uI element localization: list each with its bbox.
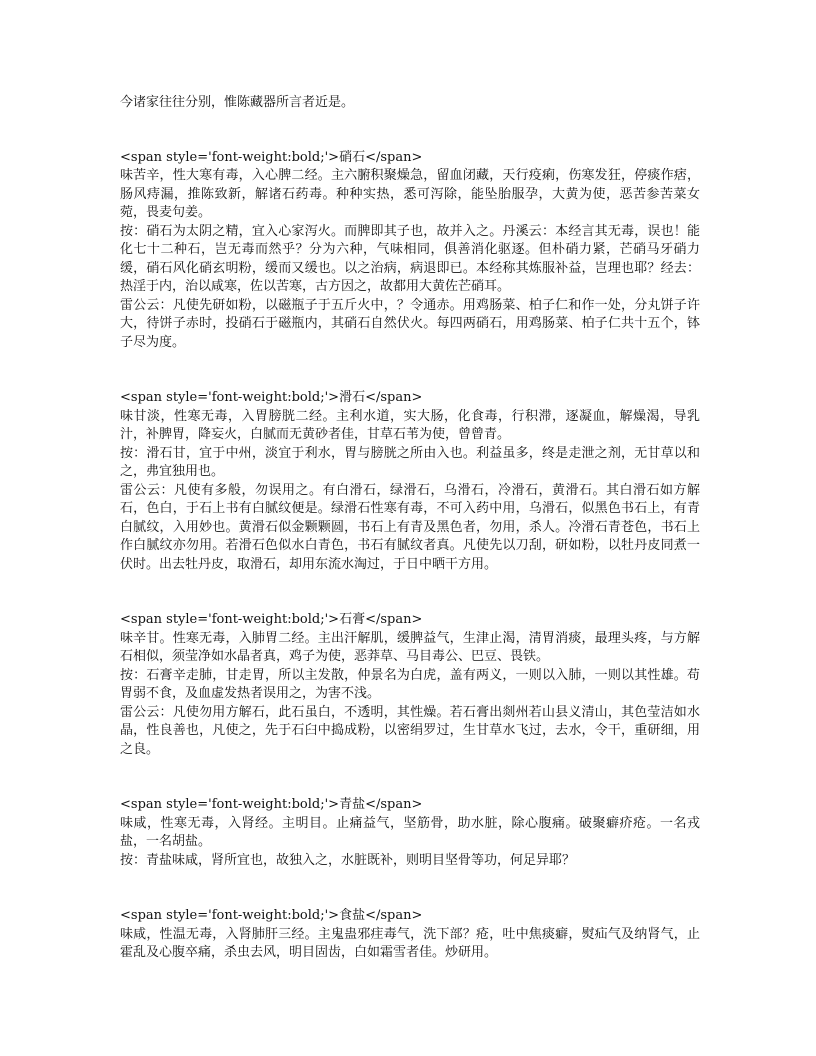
- entry-paragraph: 雷公云：凡使先研如粉，以磁瓶子于五斤火中，？令通赤。用鸡肠菜、柏子仁和作一处，分丸饼子许大，待饼子赤时，投硝石于磁瓶内，其硝石自然伏火。每四两硝石，用鸡肠菜、柏子仁共十五个，钵子尽为度。: [120, 297, 700, 350]
- entry-paragraph: 按：滑石甘，宜于中州，淡宜于利水，胃与膀胱之所由入也。利益虽多，终是走泄之剂，无甘草以和之，弗宜独用也。: [120, 445, 700, 479]
- entry-paragraph: 按：石膏辛走肺，甘走胃，所以主发散，仲景名为白虎，盖有两义，一则以入肺，一则以其性雄。苟胃弱不食，及血虚发热者误用之，为害不浅。: [120, 667, 700, 701]
- entry-shigao: [120, 611, 700, 759]
- entry-paragraph: 味苦辛，性大寒有毒，入心脾二经。主六腑积聚燥急，留血闭藏，天行疫痢，伤寒发狂，停痰作痞，肠风痔漏，推陈致新，解诸石药毒。种种实热，悉可泻除，能坠胎服孕，大黄为使，恶苦参苦菜女菀，畏麦句姜。: [120, 168, 700, 220]
- document-page: [120, 94, 700, 1000]
- entry-heading: <span style='font-weight:bold;'>硝石</span>: [120, 149, 423, 165]
- entry-paragraph: 味咸，性温无毒，入肾肺肝三经。主鬼蛊邪疰毒气，洗下部？疮，吐中焦痰癖，熨疝气及纳肾气，止霍乱及心腹卒痛，杀虫去风，明目固齿，白如霜雪者佳。炒研用。: [120, 926, 700, 960]
- entry-heading: <span style='font-weight:bold;'>滑石</span>: [120, 390, 423, 405]
- entries: [120, 149, 700, 963]
- entry-xiaoshi: [120, 149, 700, 353]
- entry-paragraph: 雷公云：凡使勿用方解石，此石虽白，不透明，其性燥。若石膏出剡州若山县义清山，其色莹洁如水晶，性良善也，凡使之，先于石臼中捣成粉，以密绢罗过，生甘草水飞过，去水，令干，重研细，用之良。: [120, 704, 700, 757]
- entry-qingyan: [120, 796, 700, 870]
- entry-heading: <span style='font-weight:bold;'>青盐</span>: [120, 797, 423, 812]
- entry-paragraph: 按：硝石为太阴之精，宜入心家泻火。而脾即其子也，故并入之。丹溪云：本经言其无毒，误也！能化七十二种石，岂无毒而然乎？分为六种，气味相同，俱善消化驱逐。但朴硝力紧，芒硝马牙硝力缓，硝石风化硝玄明粉，缓而又缓也。以之治病，病退即已。本经称其炼服补益，岂理也耶？经去：热淫于内，治以咸寒，佐以苦寒，古方因之，故都用大黄佐芒硝耳。: [120, 223, 700, 294]
- entry-paragraph: 按：青盐味咸，肾所宜也，故独入之，水脏既补，则明目坚骨等功，何足异耶？: [120, 852, 576, 868]
- entry-paragraph: 味咸，性寒无毒，入肾经。主明目。止痛益气，坚筋骨，助水脏，除心腹痛。破聚癖疥疮。一名戎盐，一名胡盐。: [120, 815, 700, 849]
- entry-paragraph: 味辛甘。性寒无毒，入肺胃二经。主出汗解肌，缓脾益气，生津止渴，清胃消痰，最理头疼，与方解石相似，须莹净如水晶者真，鸡子为使，恶莽草、马目毒公、巴豆、畏铁。: [120, 630, 700, 664]
- intro-line: 今诸家往往分别，惟陈藏器所言者近是。: [120, 95, 355, 110]
- entry-heading: <span style='font-weight:bold;'>石膏</span>: [120, 612, 423, 627]
- entry-shiyan: [120, 907, 700, 963]
- entry-huashi: [120, 389, 700, 574]
- entry-paragraph: 雷公云：凡使有多般，勿误用之。有白滑石，绿滑石，乌滑石，冷滑石，黄滑石。其白滑石如方解石，色白，于石上书有白腻纹便是。绿滑石性寒有毒，不可入药中用，乌滑石，似黑色书石上，有青白腻纹，入用妙也。黄滑石似金颗颗圆，书石上有青及黑色者，勿用，杀人。冷滑石青苍色，书石上作白腻纹亦勿用。若滑石色似水白青色，书石有腻纹者真。凡使先以刀刮，研如粉，以牡丹皮同煮一伏时。出去牡丹皮，取滑石，却用东流水淘过，于日中晒干方用。: [120, 482, 700, 572]
- entry-heading: <span style='font-weight:bold;'>食盐</span>: [120, 908, 423, 923]
- entry-paragraph: 味甘淡，性寒无毒，入胃膀胱二经。主利水道，实大肠，化食毒，行积滞，逐凝血，解燥渴，导乳汁，补脾胃，降妄火，白腻而无黄砂者佳，甘草石苇为使，曾曾青。: [120, 408, 700, 442]
